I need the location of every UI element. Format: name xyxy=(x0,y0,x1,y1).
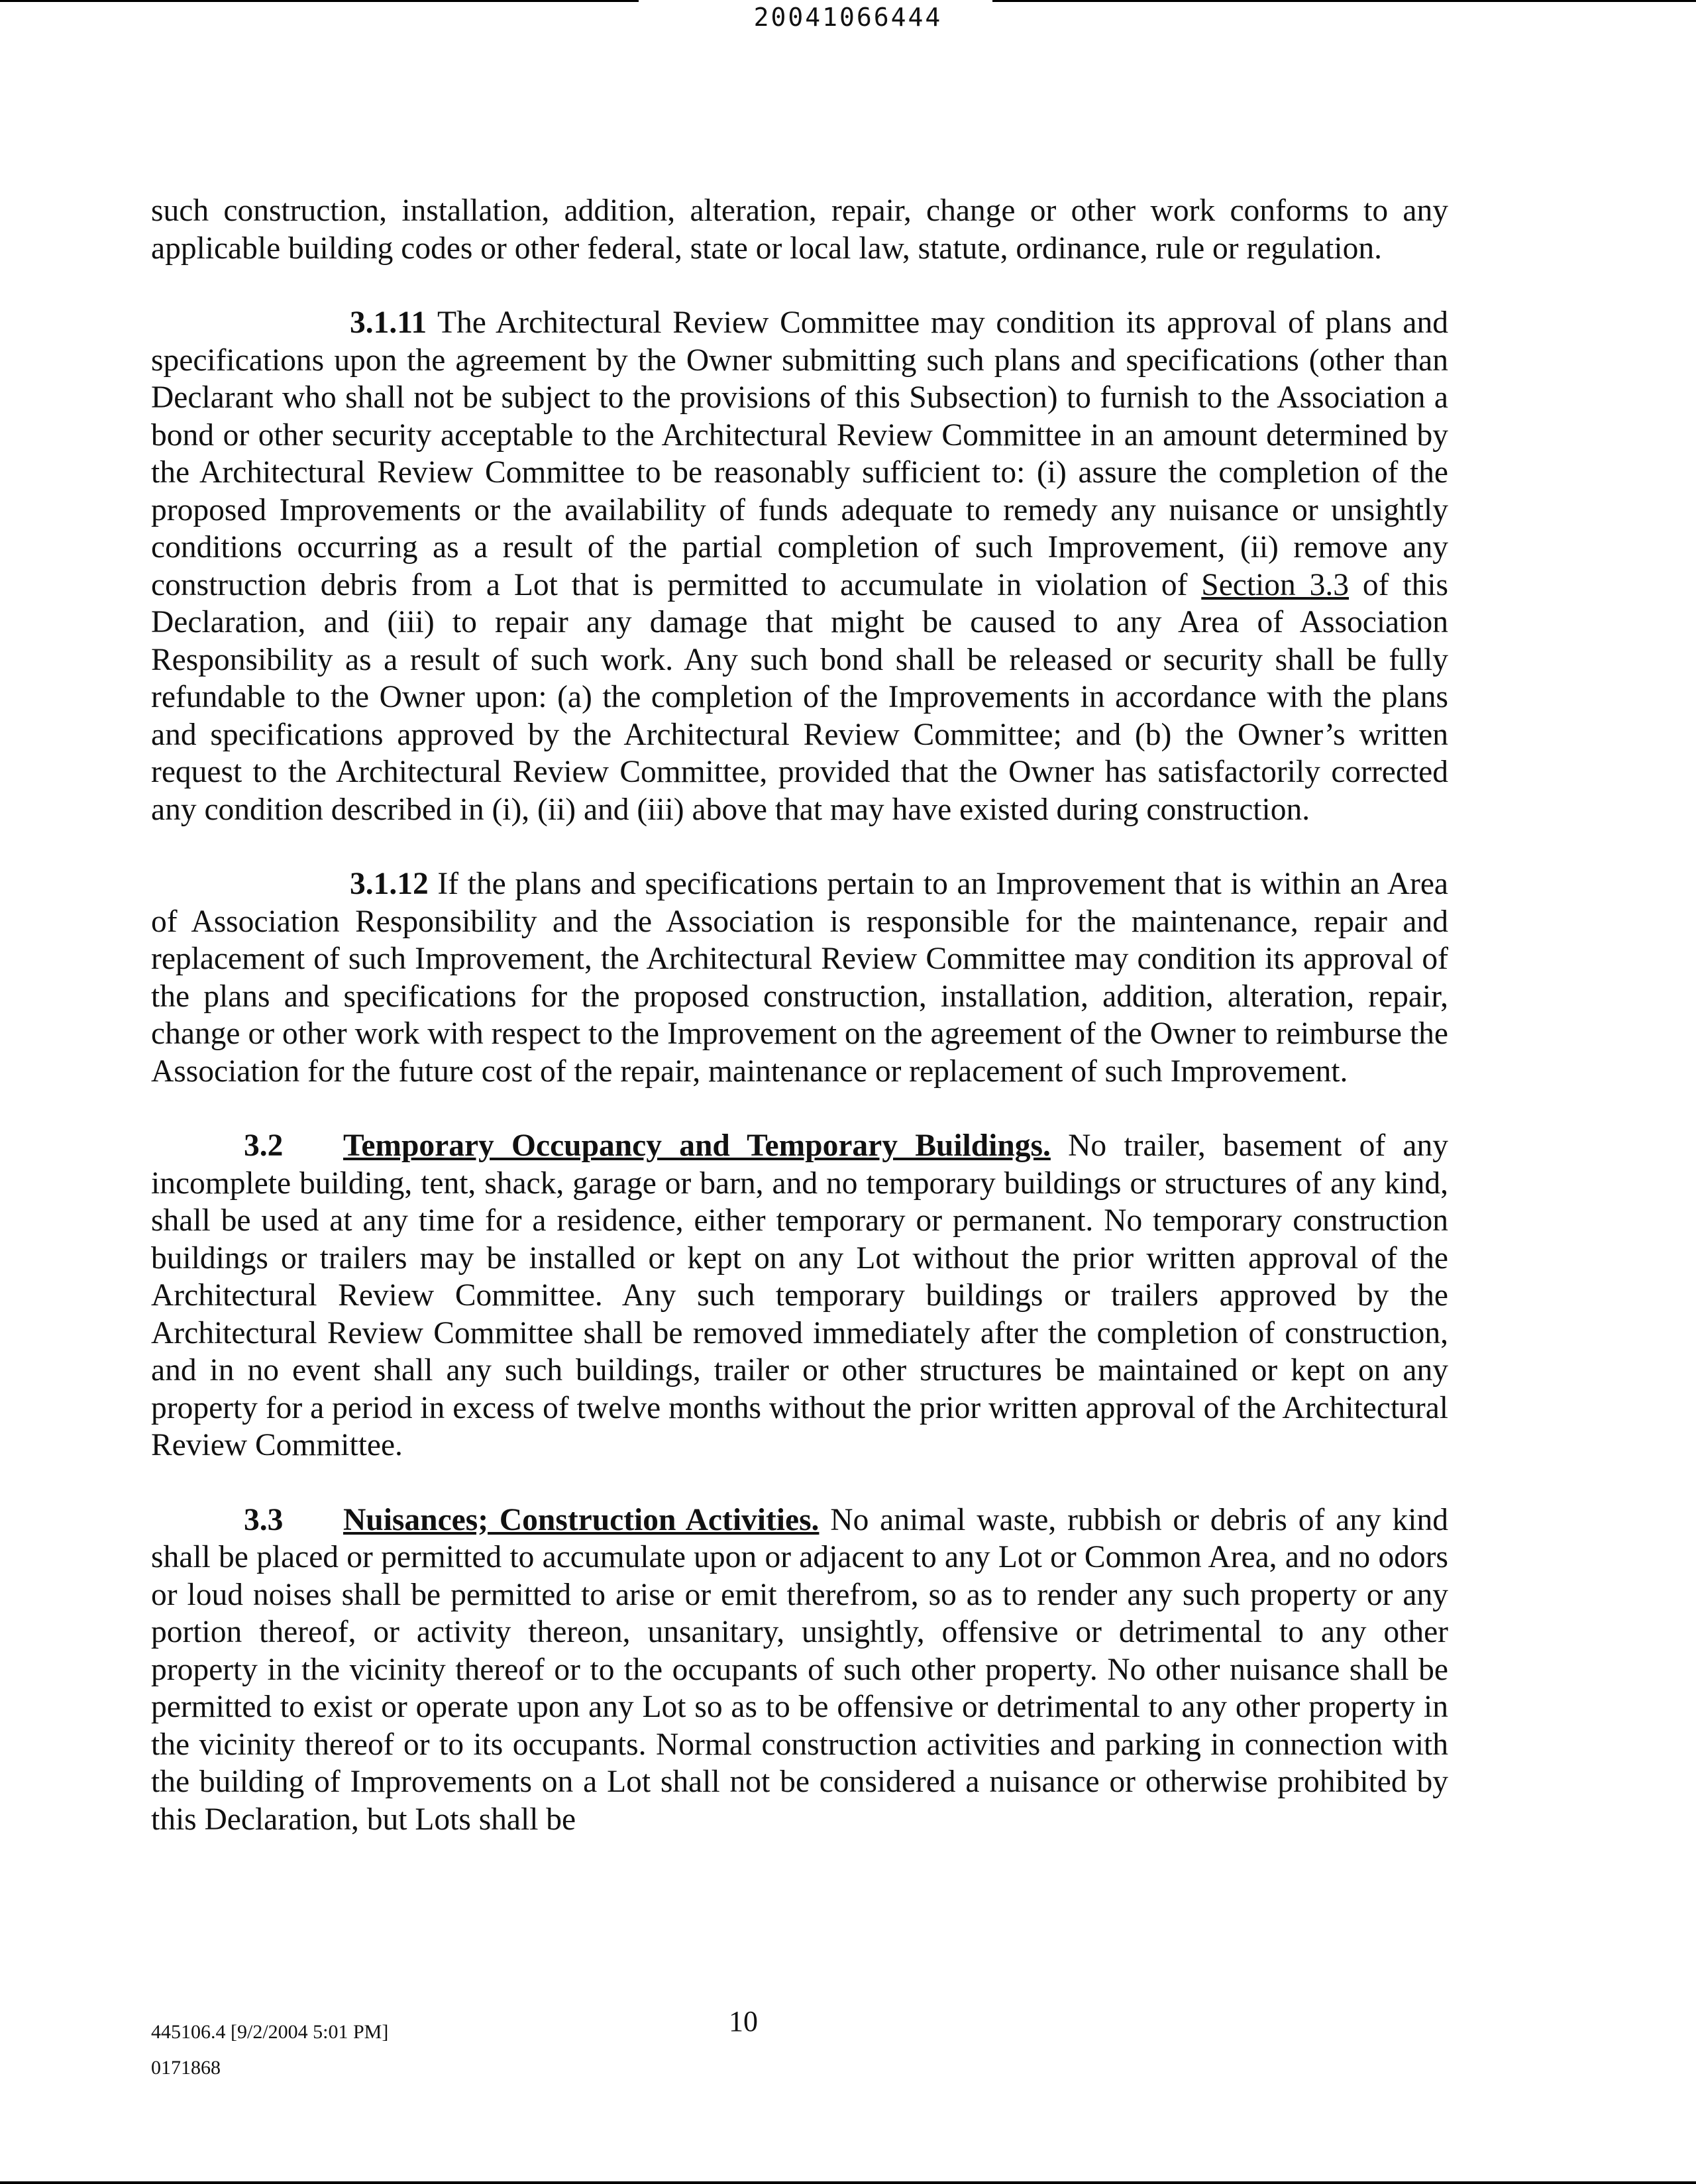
section-3-3 xyxy=(151,1502,1448,1839)
page-number: 10 xyxy=(729,2005,758,2038)
paragraph-continued: such construction, installation, addition, alteration, repair, change or other work conforms to any applicable building codes or other federal, state or local law, statute, ordinance, rule or regulation. xyxy=(151,193,1448,266)
top-border-right xyxy=(992,0,1696,2)
paragraph-text: of this Declaration, and (iii) to repair any damage that might be caused to any Area of Association Responsibility as a result of such work. Any such bond shall be released or security shall be fully refundable to the Owner upon: (a) the completion of the Improvements in accordance with the plans and specifications approved by the Architectural Review Committee; and (b) the Owner’s written request to the Architectural Review Committee, provided that the Owner has satisfactorily corrected any condition described in (i), (ii) and (iii) above that may have existed during construction. xyxy=(151,567,1448,827)
footer-client-number: 0171868 xyxy=(151,2057,221,2079)
top-border-left xyxy=(0,0,639,2)
paragraph-text: If the plans and specifications pertain to an Improvement that is within an Area of Association Responsibility and the Association is responsible for the maintenance, repair and replacement of such Improvement, the Architectural Review Committee may condition its approval of the plans and specifications for the proposed construction, installation, addition, alteration, repair, change or other work with respect to the Improvement on the agreement of the Owner to reimburse the Association for the future cost of the repair, maintenance or replacement of such Improvement. xyxy=(151,867,1448,1089)
section-number: 3.2 xyxy=(244,1128,284,1163)
footer-identifier xyxy=(151,2014,388,2086)
paragraph-3-1-11 xyxy=(151,304,1448,828)
section-heading: Nuisances; Construction Activities. xyxy=(343,1502,820,1537)
paragraph-text: The Architectural Review Committee may condition its approval of plans and specifications upon the agreement by the Owner submitting such plans and specifications (other than Declarant who shall not be subject to the provisions of this Subsection) to furnish to the Association a bond or other security acceptable to the Architectural Review Committee in an amount determined by the Architectural Review Committee to be reasonably sufficient to: (i) assure the completion of the proposed Improvements or the availability of funds adequate to remedy any nuisance or unsightly conditions occurring as a result of the partial completion of such Improvement, (ii) remove any construction debris from a Lot that is permitted to accumulate in violation of xyxy=(151,305,1448,602)
paragraph-3-1-12 xyxy=(151,865,1448,1090)
subsection-number: 3.1.11 xyxy=(350,305,427,340)
document-number: 20041066444 xyxy=(753,3,943,32)
document-body xyxy=(151,192,1448,1838)
section-text: No trailer, basement of any incomplete building, tent, shack, garage or barn, and no temporary buildings or structures of any kind, shall be used at any time for a residence, either temporary or permanent. No temporary construction buildings or trailers may be installed or kept on any Lot without the prior written approval of the Architectural Review Committee. Any such temporary buildings or trailers approved by the Architectural Review Committee shall be removed immediately after the completion of construction, and in no event shall any such buildings, trailer or other structures be maintained or kept on any property for a period in excess of twelve months without the prior written approval of the Architectural Review Committee. xyxy=(151,1128,1449,1462)
footer-doc-ref: 445106.4 [9/2/2004 5:01 PM] xyxy=(151,2021,389,2043)
section-heading: Temporary Occupancy and Temporary Buildings. xyxy=(343,1128,1051,1163)
section-text: No animal waste, rubbish or debris of any kind shall be placed or permitted to accumulate upon or adjacent to any Lot or Common Area, and no odors or loud noises shall be permitted to arise or emit therefrom, so as to render any such property or any portion thereof, or activity thereon, unsanitary, unsightly, offensive or detrimental to any other property in the vicinity thereof or to the occupants of such other property. No other nuisance shall be permitted to exist or operate upon any Lot so as to be offensive or detrimental to any other property in the vicinity thereof or to its occupants. Normal construction activities and parking in connection with the building of Improvements on a Lot shall not be considered a nuisance or otherwise prohibited by this Declaration, but Lots shall be xyxy=(151,1502,1448,1837)
subsection-number: 3.1.12 xyxy=(350,867,429,901)
section-3-2 xyxy=(151,1127,1448,1464)
bottom-border xyxy=(0,2181,1696,2184)
section-number: 3.3 xyxy=(244,1502,284,1537)
section-reference: Section 3.3 xyxy=(1201,567,1350,602)
